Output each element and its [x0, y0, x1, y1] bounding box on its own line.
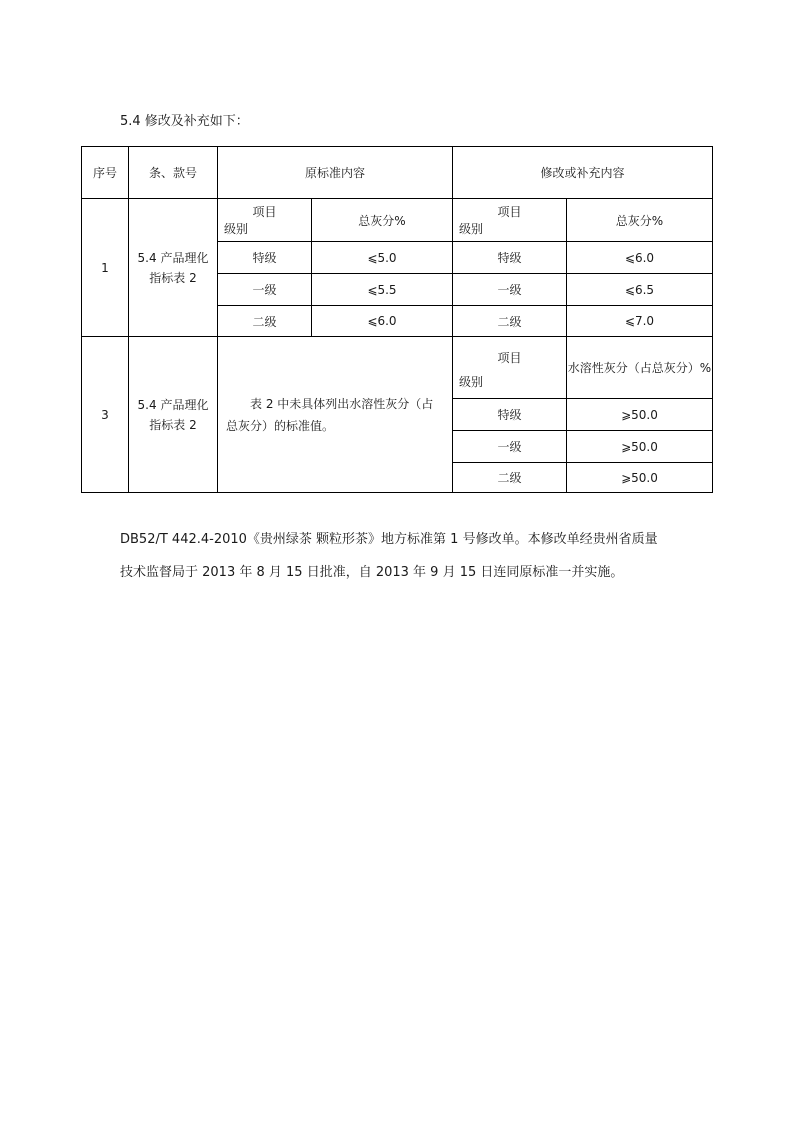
row1-rev-item-level: 项目 级别: [453, 199, 567, 242]
note-line-2: 技术监督局于 2013 年 8 月 15 日批准，自 2013 年 9 月 15 日连同原标准一并实施。: [120, 565, 624, 580]
row2-rev-col-header: 水溶性灰分（占总灰分）%: [567, 337, 713, 399]
row2-original-text: 表 2 中未具体列出水溶性灰分（占总灰分）的标准值。: [218, 337, 453, 493]
header-original: 原标准内容: [218, 147, 453, 199]
table-header-row: [82, 147, 713, 199]
value-cell: ⩾50.0: [567, 431, 713, 463]
table-row: [82, 337, 713, 399]
value-cell: ⩽5.5: [312, 274, 453, 306]
grade-cell: 二级: [453, 463, 567, 493]
row1-rev-col-header: 总灰分%: [567, 199, 713, 242]
grade-cell: 一级: [453, 274, 567, 306]
value-cell: ⩾50.0: [567, 399, 713, 431]
row1-clause: 5.4 产品理化 指标表 2: [129, 199, 218, 337]
grade-cell: 一级: [218, 274, 312, 306]
row1-orig-col-header: 总灰分%: [312, 199, 453, 242]
value-cell: ⩽5.0: [312, 242, 453, 274]
value-cell: ⩽6.0: [567, 242, 713, 274]
row2-seq: 3: [82, 337, 129, 493]
grade-cell: 二级: [218, 306, 312, 337]
value-cell: ⩽6.5: [567, 274, 713, 306]
header-seq: 序号: [82, 147, 129, 199]
section-heading: 5.4 修改及补充如下：: [120, 114, 249, 129]
value-cell: ⩾50.0: [567, 463, 713, 493]
header-clause: 条、款号: [129, 147, 218, 199]
modification-table: [81, 146, 713, 493]
table-row: [82, 199, 713, 242]
grade-cell: 二级: [453, 306, 567, 337]
row1-orig-item-level: 项目 级别: [218, 199, 312, 242]
grade-cell: 特级: [218, 242, 312, 274]
row1-seq: 1: [82, 199, 129, 337]
header-revised: 修改或补充内容: [453, 147, 713, 199]
row2-rev-item-level: 项目 级别: [453, 337, 567, 399]
value-cell: ⩽6.0: [312, 306, 453, 337]
grade-cell: 特级: [453, 242, 567, 274]
grade-cell: 一级: [453, 431, 567, 463]
grade-cell: 特级: [453, 399, 567, 431]
value-cell: ⩽7.0: [567, 306, 713, 337]
row2-clause: 5.4 产品理化 指标表 2: [129, 337, 218, 493]
note-line-1: DB52/T 442.4-2010《贵州绿茶 颗粒形茶》地方标准第 1 号修改单。本修改单经贵州省质量: [120, 532, 658, 547]
